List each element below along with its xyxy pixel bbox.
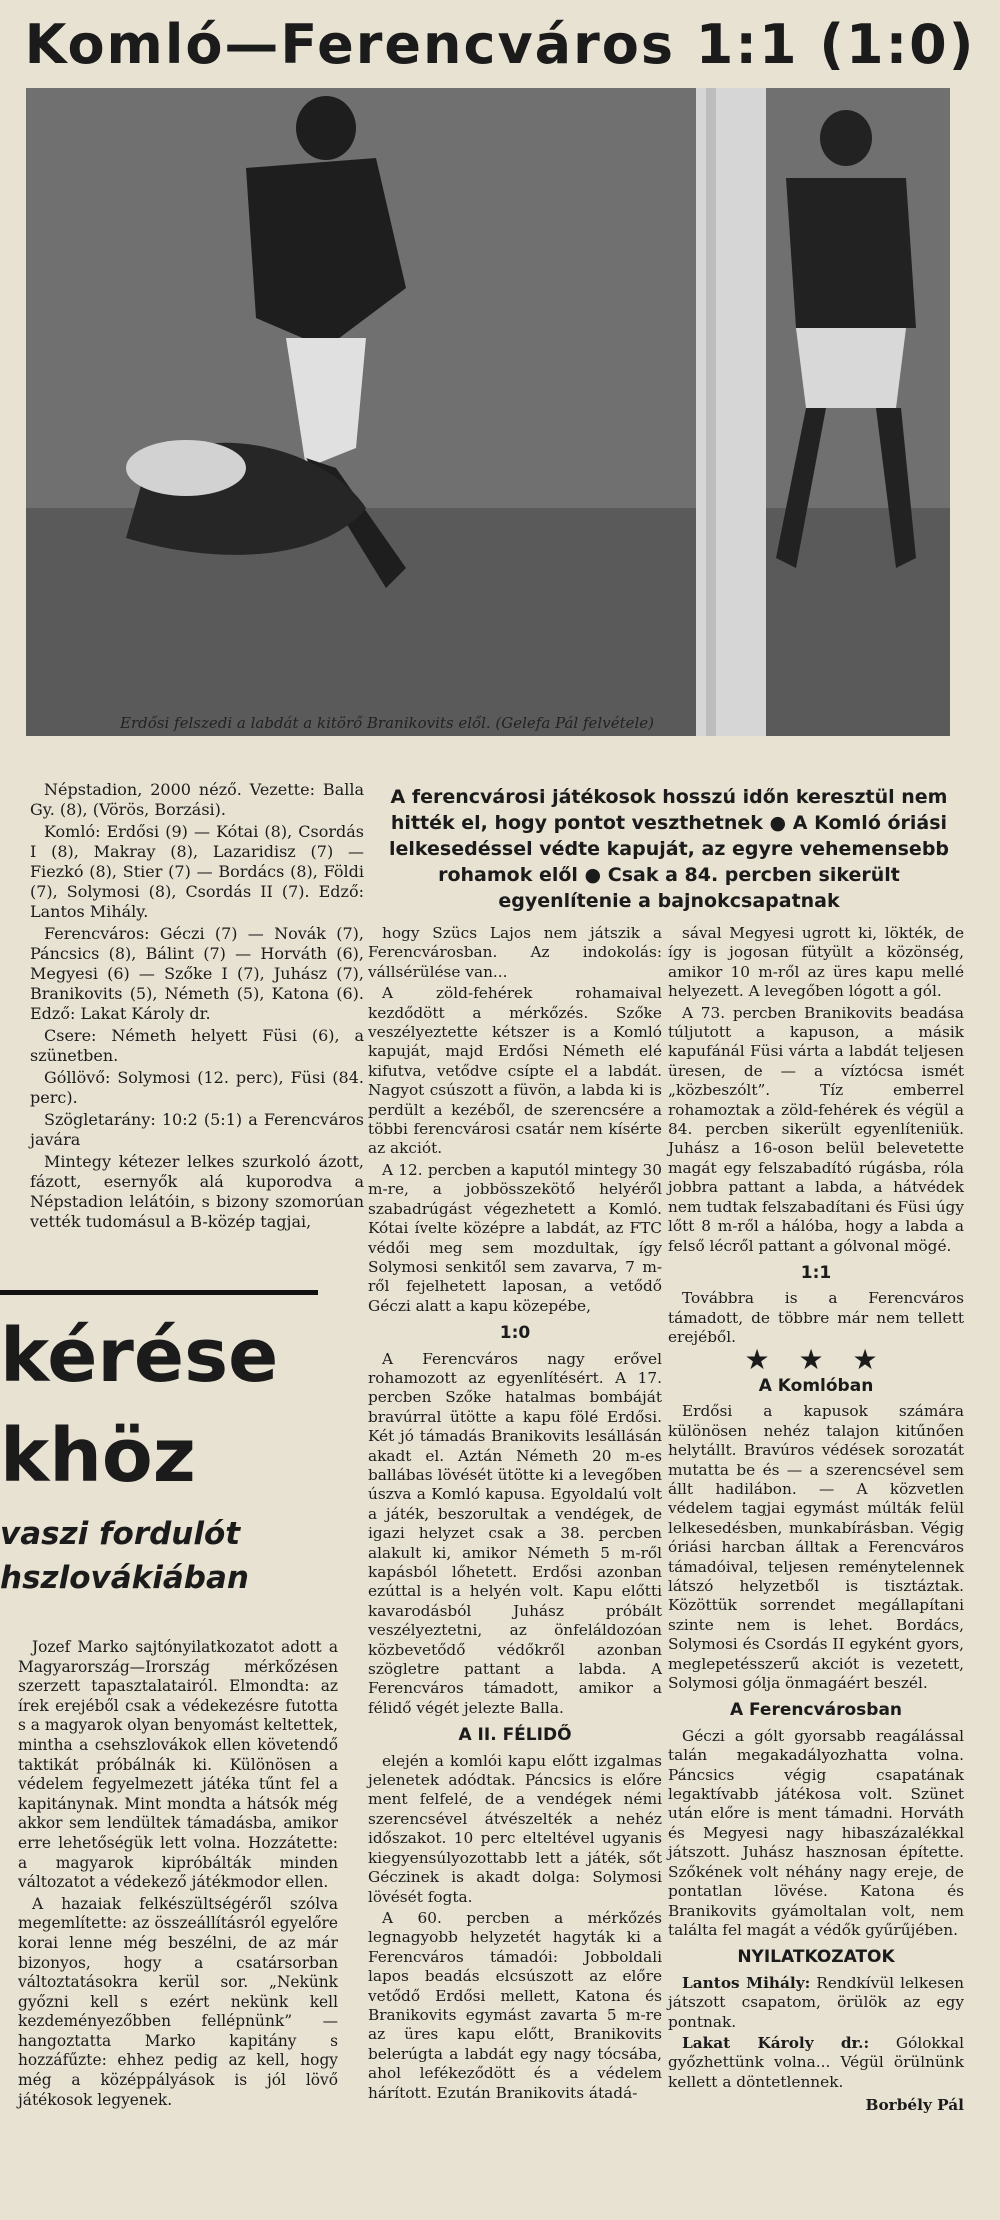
side-headline-1: kérése (0, 1313, 279, 1399)
mid-paragraph: A 12. percben a kaputól mintegy 30 m-re, a jobbösszekötő helyéről szabadrúgást végezhetett a Komló. Kótai ívelte középre a labdát, az FTC védői meg sem mozdultak, így Solymosi senkitől sem zavarva, 7 m-ről fejelhetett laposan, a vetődő Géczi alatt a kapu közepébe, (368, 1160, 662, 1315)
komlo-lineup: Komló: Erdősi (9) — Kótai (8), Csordás I (8), Makray (8), Lazaridisz (7) — Fiezkó (8), Stier (7) — Bordács (8), Földi (7), Solymosi (8), Csordás II (7). Edző: Lantos Mihály. (30, 822, 364, 921)
match-photo (26, 88, 950, 736)
mid-paragraph: elején a komlói kapu előtt izgalmas jelenetek adódtak. Páncsics is előre ment felfelé, de a vendégek némi szerencsével átvészelték a nehéz időszakot. 10 perc elteltével ugyanis kiegyensúlyozottabb lett a játék, sőt Géczinek is akadt dolga: Solymosi lövését fogta. (368, 1751, 662, 1906)
intro-paragraph: Mintegy kétezer lelkes szurkoló ázott, fázott, esernyők alá kuporodva a Népstadion lelátóin, s bizony szomorúan vették tudomásul a B-közép tagjai, (30, 1152, 364, 1231)
komlo-section-title: A Komlóban (758, 1375, 874, 1396)
statement-2-text: Gólokkal győzhettünk volna... Végül örülnünk kellett a döntetlennek. (668, 2033, 964, 2091)
photo-caption: Erdősi felszedi a labdát a kitörő Branikovits elől. (Gelefa Pál felvétele) (120, 714, 655, 732)
ftc-lineup: Ferencváros: Géczi (7) — Novák (7), Páncsics (8), Bálint (7) — Horváth (6), Megyesi (6) — Szőke I (7), Juhász (7), Branikovits (5), Németh (5), Katona (6). Edző: Lakat Károly dr. (30, 924, 364, 1023)
side-story-body (18, 1638, 338, 2112)
statement-2-name: Lakat Károly dr.: (682, 2033, 870, 2052)
article-deck: A ferencvárosi játékosok hosszú időn keresztül nem hitték el, hogy pontot veszthetnek ● A Komló óriási lelkesedéssel védte kapuját, az egyre vehemensebb rohamok elől ● Csak a 84. percben sikerült egyenlítenie a bajnokcsapatnak (388, 786, 950, 912)
middle-column (368, 924, 662, 2105)
match-data: Népstadion, 2000 néző. Vezette: Balla Gy. (8), (Vörös, Borzási). (30, 780, 364, 819)
right-paragraph: sával Megyesi ugrott ki, lökték, de így is jogosan fütyült a közönség, amikor 10 m-ről az üres kapu mellé helyezett. A levegőben lógott a gól. (668, 924, 964, 1001)
statements-title: NYILATKOZATOK (737, 1947, 895, 1968)
author-signature: Borbély Pál (865, 2096, 964, 2115)
mid-paragraph: A Ferencváros nagy erővel rohamozott az egyenlítésért. A 17. percben Szőke hatalmas bombáját bravúrral ütötte a kapu fölé Erdősi. Két jó támadás Branikovits lesállásán akadt el. Aztán Németh 20 m-es ballábas lövését ütötte ki a levegőben úszva a Komló kapusa. Egyoldalú volt a játék, beszorultak a vendégek, de igazi helyzet csak a 38. percben alakult ki, amikor Németh 5 m-ről kapásból lőhetett. Erdősi azonban ezúttal is a helyén volt. Kapu előtti kavarodásból Juhász próbált veszélyeztetni, az önfeláldozóan közbevetődő védőkről azonban szögletre pattant a labda. A Ferencváros támadott, amikor a félidő végét jelezte Balla. (368, 1349, 662, 1717)
statement-1-name: Lantos Mihály: (682, 1973, 811, 1992)
mid-paragraph: hogy Szücs Lajos nem játszik a Ferencvárosban. Az indokolás: vállsérülése van... (368, 924, 662, 981)
statement-1-text: Rendkívül lelkesen játszott csapatom, örülök az egy pontnak. (668, 1973, 964, 2031)
side-paragraph: Jozef Marko sajtónyilatkozatot adott a Magyarország—Irország mérkőzésen szerzett tapasztalatairól. Elmondta: az írek erejéből csak a védekezésre futotta s a magyarok olyan benyomást keltettek, mintha a csehszlovákok ellen követendő taktikát próbálnák ki. Különösen a védelem fegyelmezett játéka tűnt fel a kapitánynak. Mint mondta a hátsók még akkor sem lendültek támadásba, amikor erre lehetőségük lett volna. Hozzátette: a magyarok kipróbálták minden változatot a védekező játékmodor ellen. (18, 1638, 338, 1892)
side-subhead-1: vaszi fordulót (0, 1516, 241, 1552)
side-paragraph: A hazaiak felkészültségéről szólva megemlítette: az összeállításról egyelőre korai lenne még beszélni, de az már bizonyos, hogy a csatársorban változtatásokra kerül sor. „Nekünk győzni kell s ezért nekünk kell kezdeményezőbben fellépnünk” — hangoztatta Marko kapitány s hozzáfűzte: ehhez pedig az kell, hogy még a középpályások is jól lövő játékosok legyenek. (18, 1894, 338, 2109)
side-subhead-2: hszlovákiában (0, 1560, 249, 1596)
section-stars: ★ ★ ★ (744, 1342, 888, 1376)
mid-paragraph: A 60. percben a mérkőzés legnagyobb helyzetét hagyták ki a Ferencváros támadói: Jobboldali lapos beadás elcsúszott az előre vetődő Erdősi mellett, Katona és Branikovits egymást zavarta 5 m-re az üres kapu előtt, Branikovits belerúgta a labdát egy nagy tócsába, ahol lefékeződött és a védelem hárított. Ezután Branikovits átadá- (368, 1908, 662, 2102)
side-headline-2: khöz (0, 1413, 196, 1499)
right-column (668, 924, 964, 2116)
match-photo-illustration (26, 88, 950, 736)
scorers: Góllövő: Solymosi (12. perc), Füsi (84. perc). (30, 1068, 364, 1107)
score-heading-2: 1:1 (800, 1262, 832, 1283)
substitution: Csere: Németh helyett Füsi (6), a szünetben. (30, 1026, 364, 1065)
second-half-heading: A II. FÉLIDŐ (458, 1725, 572, 1746)
right-paragraph: A 73. percben Branikovits beadása túljutott a kapuson, a másik kapufánál Füsi várta a labdát teljesen üresen, de — a víztócsa ismét „közbeszólt”. Tíz emberrel rohamoztak a zöld-fehérek és végül a 84. percben sikerült egyenlíteniük. Juhász a 16-oson belül belevetette magát egy felszabadító rúgásba, róla jobbra pattant a labda, a hátvédek nem tudtak felszabadítani és Füsi úgy lőtt 8 m-ről a hálóba, hogy a labda a felső lécről pattant a gólvonal mögé. (668, 1003, 964, 1255)
section-divider (0, 1290, 318, 1295)
statement-1 (668, 1974, 964, 2032)
score-heading-1: 1:0 (499, 1323, 531, 1344)
headline: Komló—Ferencváros 1:1 (1:0) (24, 13, 976, 76)
right-paragraph: Továbbra is a Ferencváros támadott, de többre már nem tellett erejéből. (668, 1289, 964, 1347)
left-column (30, 780, 364, 1234)
statement-2 (668, 2034, 964, 2092)
ftc-evaluation: Géczi a gólt gyorsabb reagálással talán megakadályozhatta volna. Páncsics végig csapatának legaktívabb játékosa volt. Szünet után előre is ment támadni. Horváth és Megyesi nagy hibaszázalékkal játszott. Juhász hasznosan építette. Szőkének volt néhány nagy ereje, de pontatlan lövése. Katona és Branikovits gyámoltalan volt, nem találta fel magát a védők gyűrűjében. (668, 1726, 964, 1939)
mid-paragraph: A zöld-fehérek rohamaival kezdődött a mérkőzés. Szőke veszélyeztette kétszer is a Komló kapuját, majd Erdősi Németh elé kifutva, vetődve csípte el a labdát. Nagyot csúszott a füvön, a labda ki is perdült a kezéből, de szerencsére a többi ferencvárosi csatár nem kísérte az akciót. (368, 984, 662, 1158)
corners: Szögletarány: 10:2 (5:1) a Ferencváros javára (30, 1110, 364, 1149)
komlo-evaluation: Erdősi a kapusok számára különösen nehéz talajon kitűnően helytállt. Bravúros védések sorozatát mutatta be és — a szerencsével sem állt hadilábon. — A közvetlen védelem tagjai egymást múlták felül lelkesedésben, munkabírásban. Végig óriási harcban álltak a Ferencváros támadóival, teljesen reménytelennek látszó helyzetből is tisztáztak. Közöttük sorrendet megállapítani szinte nem is lehet. Bordács, Solymosi és Csordás II egyként gyors, meglepetésszerű akciót is vezetett, Solymosi gólja önmagáért beszél. (668, 1402, 964, 1693)
ftc-section-title: A Ferencvárosban (729, 1700, 903, 1721)
